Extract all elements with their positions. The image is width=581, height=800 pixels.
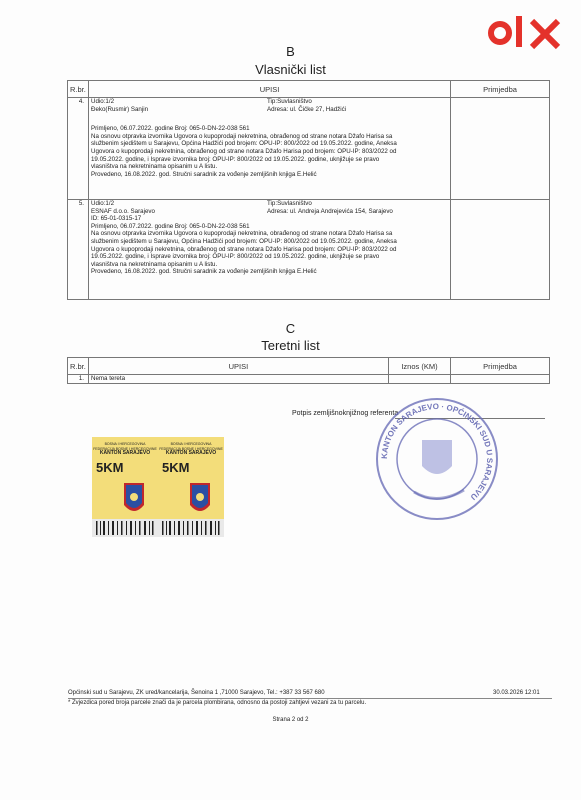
entry-line: Provedeno, 16.08.2022. god. Stručni saradnik za vođenje zemljišnih knjiga E.Helić <box>90 170 317 178</box>
encumbrance-table <box>67 357 550 384</box>
ownership-table <box>67 80 550 300</box>
row-number: 5. <box>68 200 89 300</box>
col-primjedba: Primjedba <box>451 81 550 98</box>
share: Udio:1/2 <box>90 200 115 207</box>
entry-line: Ugovora o kupoprodaji nekretnina, obrađenog od strane notara Džafo Harisa pod brojem: OPU-IP: 803/2022 od <box>90 245 397 253</box>
col-rbr: R.br. <box>68 81 89 98</box>
row-entry: Nema tereta <box>88 375 388 384</box>
owner-name: Đeko(Rusmir) Sanjin <box>90 105 149 113</box>
col-iznos: Iznos (KM) <box>388 358 450 375</box>
row-number: 4. <box>68 98 89 200</box>
entry-line: vlasništva na nekretninama opisanim u A listu. <box>90 163 218 171</box>
col-upisi: UPISI <box>88 81 450 98</box>
share: Udio:1/2 <box>90 98 115 105</box>
table-row <box>68 375 550 384</box>
stamp-value: 5KM <box>162 460 190 475</box>
row-remark <box>451 200 550 300</box>
row-entry <box>88 98 450 200</box>
footer-note: * Zvjezdica pored broja parcele znači da je parcela plombirana, odnosno da postoji zahtjevi vezani za tu parcelu. <box>68 700 367 706</box>
footer-court-info: Općinski sud u Sarajevu, ZK ured/kancelarija, Šenoina 1 ,71000 Sarajevo, Tel.: +387 33 567 680 <box>68 690 325 696</box>
ownership-type: Tip:Suvlasništvo <box>266 98 312 105</box>
section-b-letter: B <box>286 44 295 59</box>
stamp-line1: BOSNA I HERCEGOVINA <box>104 442 146 446</box>
row-number: 1. <box>68 375 89 384</box>
ownership-table-header <box>68 81 550 98</box>
owner-name: ESNAF d.o.o. Sarajevo <box>90 207 155 215</box>
stamp-line2: FEDERACIJA BOSNE I HERCEGOVINE <box>159 446 223 451</box>
entry-line: Na osnovu otpravka izvornika Ugovora o kupoprodaji nekretnina, obrađenog od strane notara Džafo Harisa sa <box>90 230 393 238</box>
seal-signature-scribble-icon <box>414 490 464 499</box>
row-amount <box>388 375 450 384</box>
entry-line: Na osnovu otpravka izvornika Ugovora o kupoprodaji nekretnina, obrađenog od strane notara Džafo Harisa sa <box>90 132 393 140</box>
entry-line: službenim sjedištem u Sarajevu, Općina Hadžići pod brojem: OPU-IP: 800/2022 od 19.05.2022. godine, Aneksa <box>90 140 397 148</box>
entry-line: 19.05.2022. godine, i Isprave izvornika broj: OPU-IP: 800/2022 od 19.05.2022. godine, uknjižuje se pravo <box>90 253 380 261</box>
footer-date: 30.03.2026 12:01 <box>493 690 540 696</box>
owner-id: ID: 65-01-0315-17 <box>90 215 142 223</box>
stamp-value: 5KM <box>96 460 124 475</box>
row-entry <box>88 200 450 300</box>
signature-label: Potpis zemljišnoknjižnog referenta <box>292 410 399 417</box>
col-upisi: UPISI <box>88 358 388 375</box>
entry-line: Ugovora o kupoprodaji nekretnina, obrađenog od strane notara Džafo Harisa pod brojem: OPU-IP: 803/2022 od <box>90 147 397 155</box>
page-number: Strana 2 od 2 <box>272 717 309 723</box>
seal-coat-of-arms-icon <box>422 440 452 474</box>
section-c-title: Teretni list <box>261 338 320 353</box>
owner-address: Adresa: ul. Andreja Andrejevića 154, Sarajevo <box>266 207 393 215</box>
stamp-line2: FEDERACIJA BOSNE I HERCEGOVINE <box>93 446 157 451</box>
court-seal <box>374 396 500 522</box>
owner-address: Adresa: ul. Čičke 27, Hadžići <box>266 105 347 113</box>
entry-line: Provedeno, 16.08.2022. god. Stručni saradnik za vođenje zemljišnih knjiga E.Helić <box>90 268 317 276</box>
row-remark <box>451 375 550 384</box>
entry-line: 19.05.2022. godine, i Isprave izvornika broj: OPU-IP: 800/2022 od 19.05.2022. godine, uknjižuje se pravo <box>90 155 380 163</box>
section-b-title: Vlasnički list <box>255 62 326 77</box>
stamp-canton: KANTON SARAJEVO <box>99 450 151 456</box>
table-row <box>68 98 550 200</box>
stamp-canton: KANTON SARAJEVO <box>165 450 217 456</box>
footer-divider <box>68 698 552 699</box>
stamp-line1: BOSNA I HERCEGOVINA <box>170 442 212 446</box>
entry-line: službenim sjedištem u Sarajevu, Općina Hadžići pod brojem: OPU-IP: 800/2022 od 19.05.2022. godine, Aneksa <box>90 237 397 245</box>
encumbrance-table-header <box>68 358 550 375</box>
row-remark <box>451 98 550 200</box>
section-c-letter: C <box>285 321 296 336</box>
seal-text: KANTON SARAJEVO · OPĆINSKI SUD U SARAJEVU <box>379 401 495 502</box>
entry-line: Primljeno, 06.07.2022. godine Broj: 065-0-DN-22-038 561 <box>90 125 250 133</box>
table-row <box>68 200 550 300</box>
entry-line: vlasništva na nekretninama opisanim u A listu. <box>90 260 218 268</box>
ownership-type: Tip:Suvlasništvo <box>266 200 312 207</box>
col-rbr: R.br. <box>68 358 89 375</box>
col-primjedba: Primjedba <box>451 358 550 375</box>
entry-line: Primljeno, 06.07.2022. godine Broj: 065-0-DN-22-038 561 <box>90 222 250 230</box>
